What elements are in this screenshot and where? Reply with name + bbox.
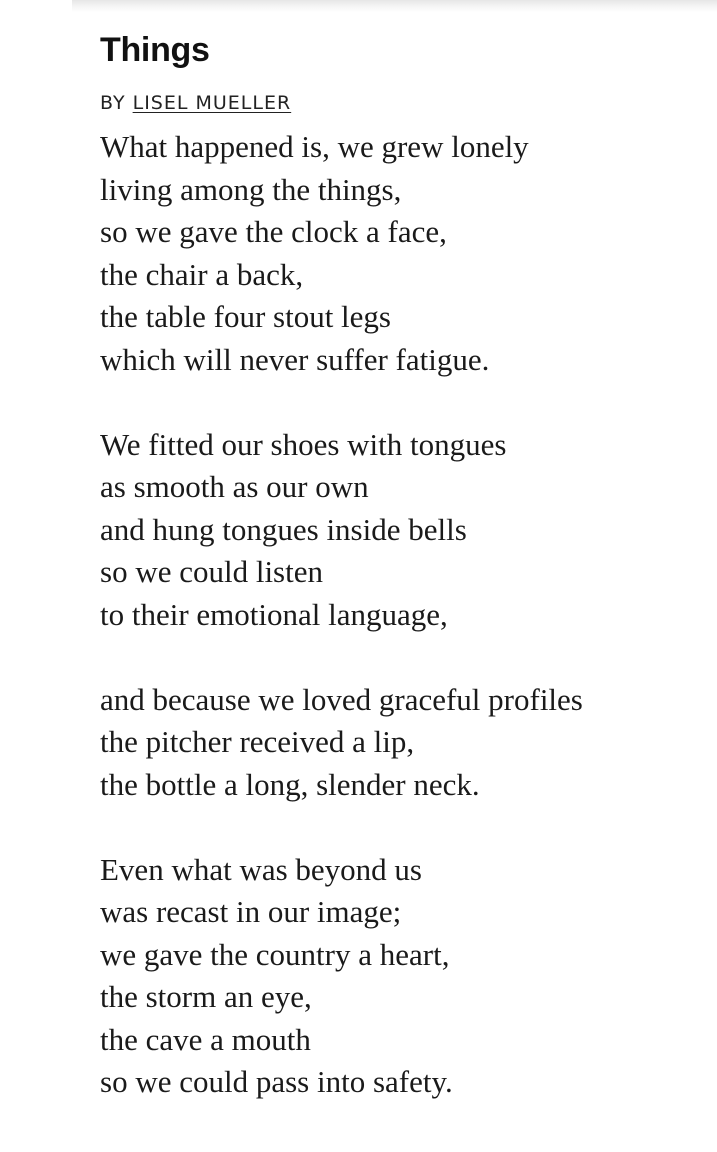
poem-line: living among the things, [100, 171, 402, 207]
poem-line: which will never suffer fatigue. [100, 341, 490, 377]
poem-line: What happened is, we grew lonely [100, 129, 529, 164]
stanza [100, 424, 700, 637]
poem-line: so we could listen [100, 554, 323, 589]
poem-line: as smooth as our own [100, 469, 369, 504]
poem-line: the bottle a long, slender neck. [100, 766, 480, 802]
poem-body [100, 126, 700, 1104]
poem-line: so we could pass into safety. [100, 1064, 453, 1099]
author-link[interactable]: LISEL MUELLER [132, 92, 292, 114]
poem-line: the pitcher received a lip, [100, 724, 415, 759]
poem-line: the cave a mouth [100, 1021, 311, 1057]
poem-line: the chair a back, [100, 256, 304, 292]
stanza [100, 849, 700, 1104]
poem-title: Things [100, 31, 210, 69]
poem-line: and because we loved graceful profiles [100, 681, 583, 717]
poem-line: was recast in our image; [100, 894, 402, 929]
poem-line: we gave the country a heart, [100, 936, 450, 972]
byline-prefix: BY [100, 92, 126, 114]
poem-line: to their emotional language, [100, 596, 448, 632]
stanza [100, 679, 700, 807]
stanza [100, 126, 700, 381]
byline [100, 92, 700, 114]
poem-line: Even what was beyond us [100, 851, 422, 887]
poem-article [100, 28, 700, 1104]
poem-line: the table four stout legs [100, 299, 391, 334]
top-bar-shadow [72, 0, 717, 12]
poem-line: so we gave the clock a face, [100, 214, 447, 249]
poem-line: the storm an eye, [100, 979, 312, 1014]
poem-line: and hung tongues inside bells [100, 511, 467, 547]
poem-line: We fitted our shoes with tongues [100, 426, 507, 462]
